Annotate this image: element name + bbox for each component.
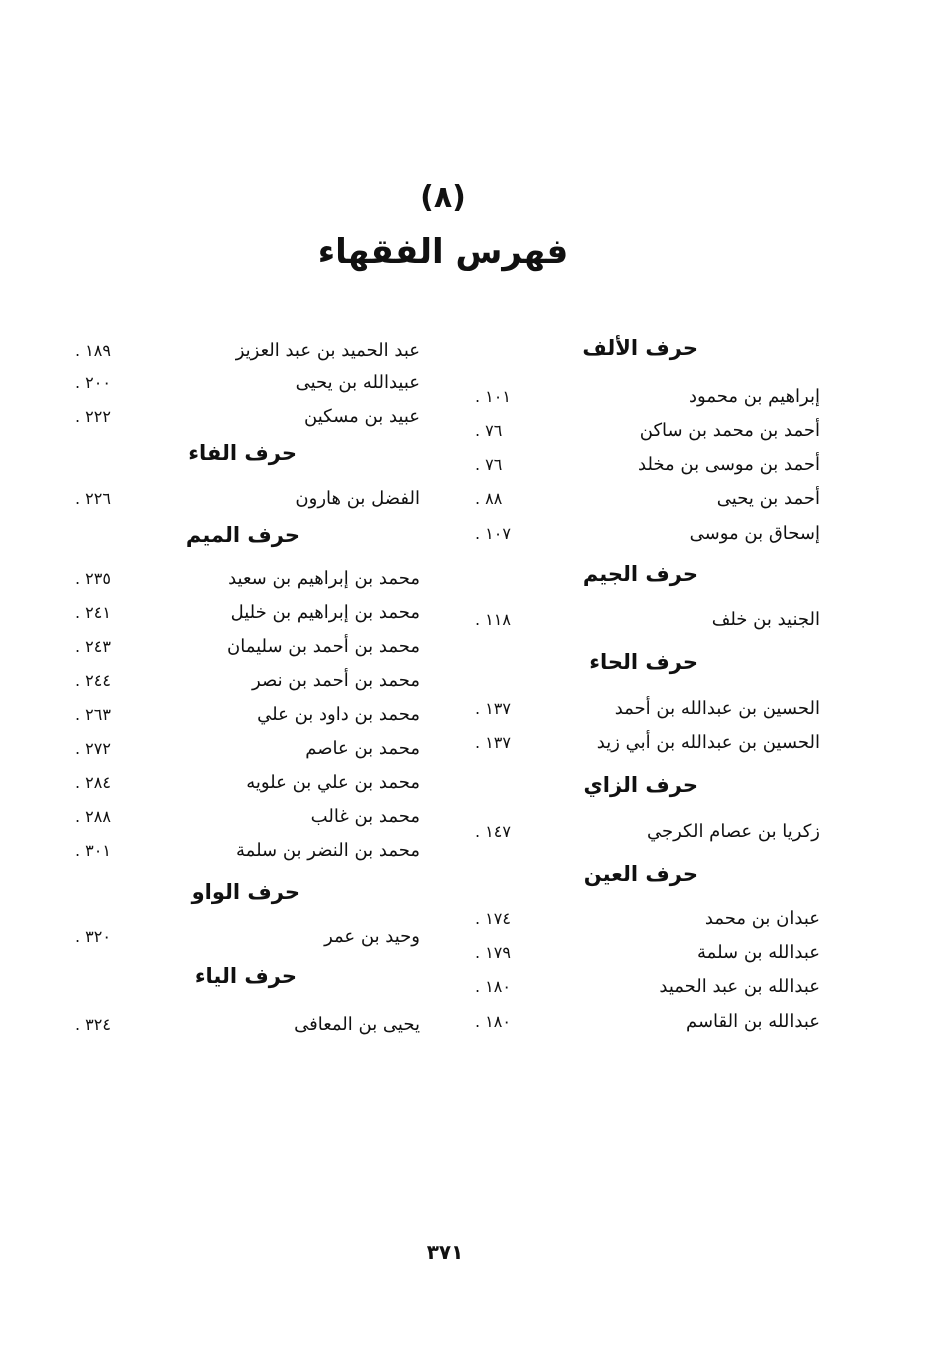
index-entry — [475, 817, 820, 847]
entry-name: عبدالله بن القاسم — [685, 1011, 820, 1032]
entry-name: الجنيد بن خلف — [711, 609, 820, 630]
entry-page: ١٧٤ . — [475, 909, 511, 928]
index-entry — [75, 368, 420, 398]
entry-page: ٢٨٤ . — [75, 773, 111, 792]
index-entry — [475, 1007, 820, 1037]
index-entry — [475, 972, 820, 1002]
entry-page: ١٤٧ . — [475, 822, 511, 841]
index-entry — [475, 416, 820, 446]
entry-page: ٢٦٣ . — [75, 705, 111, 724]
letter-heading-fa: حرف الفاء — [188, 441, 297, 465]
index-entry — [475, 450, 820, 480]
index-entry — [75, 734, 420, 764]
entry-page: ٣٠١ . — [75, 841, 111, 860]
entry-name: إبراهيم بن محمود — [689, 386, 820, 407]
entry-page: ١٨٠ . — [475, 977, 511, 996]
page-number: ٣٧١ — [426, 1240, 464, 1264]
entry-name: محمد بن غالب — [310, 806, 420, 827]
entry-page: ٣٢٤ . — [75, 1015, 111, 1034]
entry-page: ٢٨٨ . — [75, 807, 111, 826]
entry-name: الحسين بن عبدالله بن أبي زيد — [596, 732, 820, 753]
entry-page: ١٣٧ . — [475, 699, 511, 718]
section-number: (٨) — [420, 180, 466, 215]
index-entry — [75, 402, 420, 432]
entry-name: عبيدالله بن يحيى — [295, 372, 420, 393]
index-entry — [75, 598, 420, 628]
index-entry — [475, 904, 820, 934]
entry-name: الحسين بن عبدالله بن أحمد — [614, 698, 820, 719]
entry-page: ١٧٩ . — [475, 943, 511, 962]
index-entry — [475, 938, 820, 968]
entry-name: محمد بن أحمد بن نصر — [252, 670, 420, 691]
index-entry — [75, 666, 420, 696]
index-entry — [75, 336, 420, 366]
entry-name: محمد بن عاصم — [305, 738, 420, 759]
entry-page: ١٠٧ . — [475, 524, 511, 543]
page-title: فهرس الفقهاء — [317, 232, 569, 272]
entry-name: يحيى بن المعافى — [294, 1014, 420, 1035]
index-entry — [475, 382, 820, 412]
index-entry — [475, 605, 820, 635]
index-entry — [75, 836, 420, 866]
letter-heading-alif: حرف الألف — [582, 336, 698, 360]
entry-name: عبدالله بن سلمة — [697, 942, 820, 963]
entry-page: ٧٦ . — [475, 421, 503, 440]
index-entry — [75, 484, 420, 514]
entry-name: محمد بن أحمد بن سليمان — [227, 636, 420, 657]
entry-name: محمد بن النضر بن سلمة — [236, 840, 420, 861]
entry-name: إسحاق بن موسى — [689, 523, 820, 544]
letter-heading-zay: حرف الزاي — [583, 773, 698, 797]
entry-page: ٨٨ . — [475, 489, 503, 508]
entry-page: ٢٢٦ . — [75, 489, 111, 508]
entry-page: ٢٤١ . — [75, 603, 111, 622]
entry-page: ٢٤٤ . — [75, 671, 111, 690]
entry-page: ١٨٩ . — [75, 341, 111, 360]
index-entry — [75, 564, 420, 594]
entry-name: محمد بن داود بن علي — [257, 704, 420, 725]
index-entry — [475, 728, 820, 758]
entry-name: عبدان بن محمد — [704, 908, 820, 929]
entry-name: عبيد بن مسكين — [304, 406, 420, 427]
entry-page: ٢٤٣ . — [75, 637, 111, 656]
index-entry — [75, 802, 420, 832]
letter-heading-waw: حرف الواو — [191, 880, 300, 904]
index-entry — [475, 519, 820, 549]
entry-name: محمد بن علي بن علويه — [246, 772, 420, 793]
entry-name: عبدالله بن عبد الحميد — [659, 976, 820, 997]
entry-name: أحمد بن موسى بن مخلد — [638, 454, 820, 475]
entry-name: أحمد بن يحيى — [716, 488, 820, 509]
entry-page: ١٨٠ . — [475, 1012, 511, 1031]
entry-page: ٢٠٠ . — [75, 373, 111, 392]
letter-heading-ya: حرف الياء — [194, 964, 297, 988]
index-entry — [75, 700, 420, 730]
entry-page: ١٣٧ . — [475, 733, 511, 752]
entry-page: ٣٢٠ . — [75, 927, 111, 946]
entry-name: الفضل بن هارون — [295, 488, 420, 509]
letter-heading-ayn: حرف العين — [583, 862, 698, 886]
index-entry — [75, 768, 420, 798]
index-entry — [75, 632, 420, 662]
letter-heading-jim: حرف الجيم — [582, 562, 698, 586]
entry-page: ٧٦ . — [475, 455, 503, 474]
entry-page: ٢٢٢ . — [75, 407, 111, 426]
entry-page: ٢٧٢ . — [75, 739, 111, 758]
entry-name: محمد بن إبراهيم بن سعيد — [228, 568, 420, 589]
index-entry — [75, 922, 420, 952]
index-entry — [75, 1010, 420, 1040]
entry-name: عبد الحميد بن عبد العزيز — [235, 340, 420, 361]
letter-heading-ha: حرف الحاء — [589, 650, 698, 674]
entry-page: ١١٨ . — [475, 610, 511, 629]
index-entry — [475, 484, 820, 514]
entry-name: محمد بن إبراهيم بن خليل — [230, 602, 420, 623]
index-entry — [475, 694, 820, 724]
letter-heading-mim: حرف الميم — [185, 523, 300, 547]
entry-page: ١٠١ . — [475, 387, 511, 406]
entry-page: ٢٣٥ . — [75, 569, 111, 588]
entry-name: أحمد بن محمد بن ساكن — [639, 420, 820, 441]
entry-name: زكريا بن عصام الكرجي — [646, 821, 820, 842]
entry-name: وحيد بن عمر — [324, 926, 420, 947]
